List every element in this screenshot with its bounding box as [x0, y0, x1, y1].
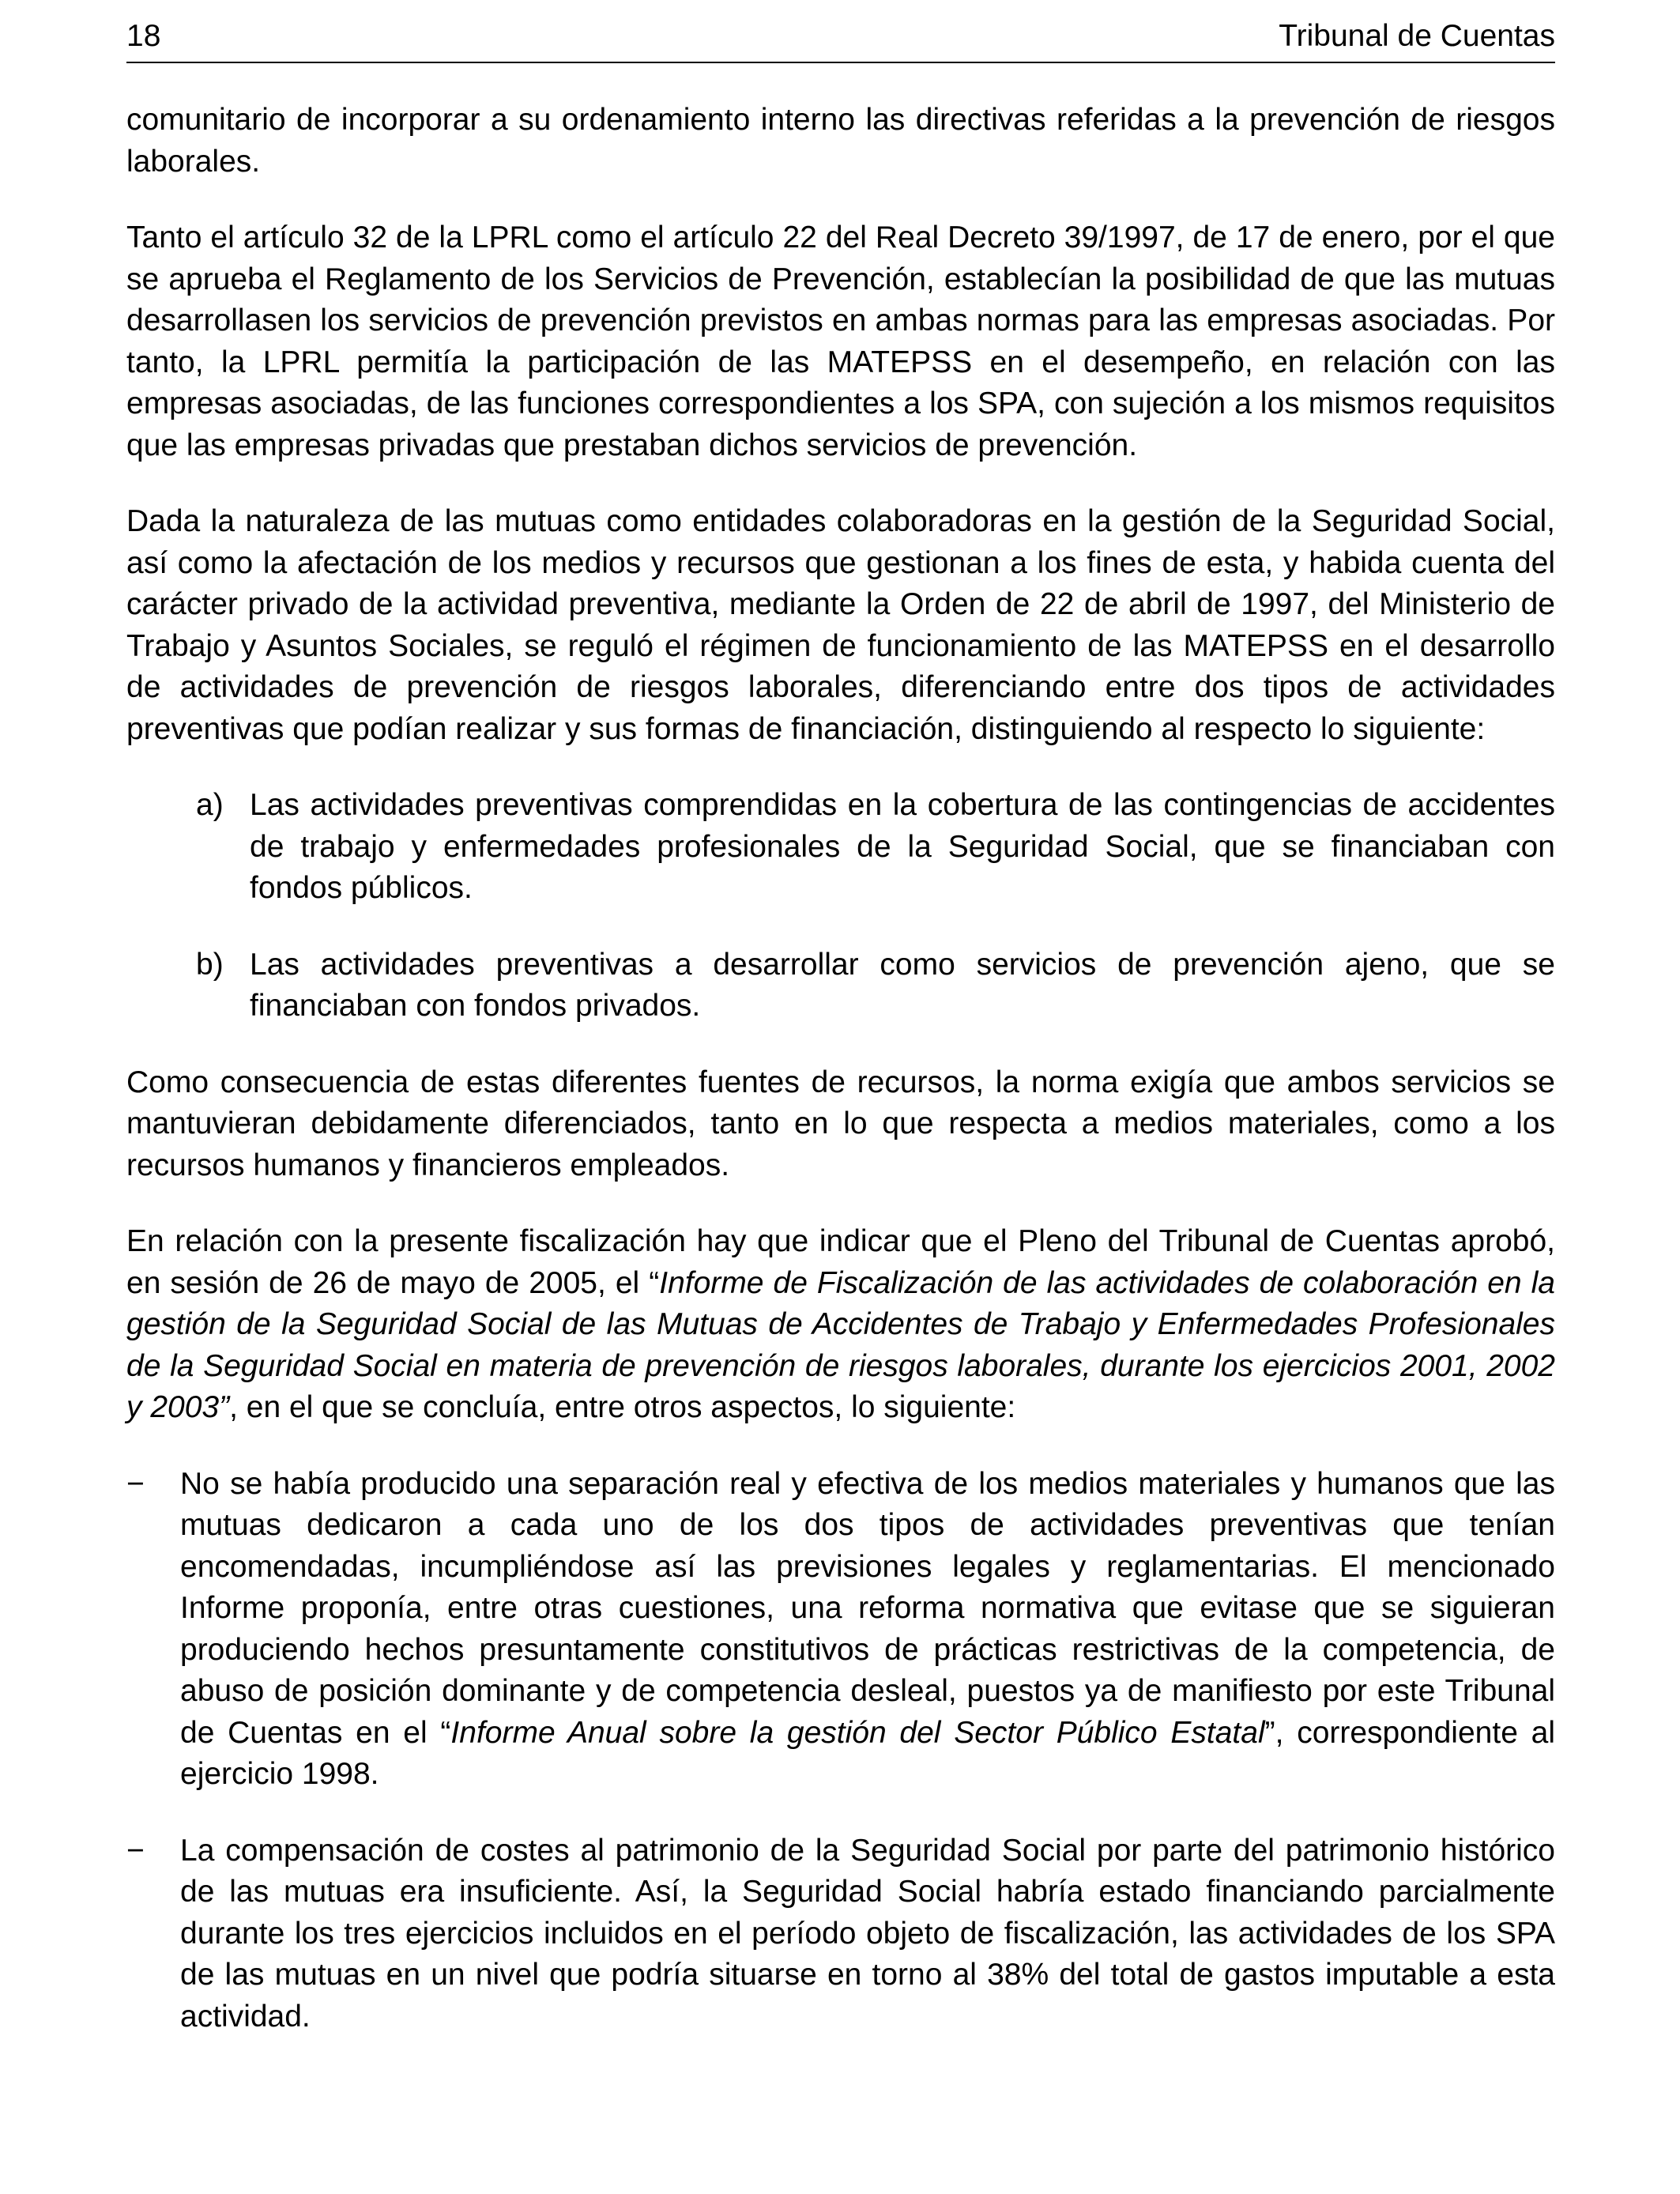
- page-body: [126, 100, 1555, 2038]
- paragraph-5: [126, 1221, 1555, 1429]
- list-item: [126, 944, 1555, 1027]
- list-item-text-end: ”, correspondiente al ejercicio 1998.: [180, 1715, 1555, 1791]
- annual-report-title: Informe Anual sobre la gestión del Sector Público Estatal: [450, 1715, 1265, 1750]
- paragraph-5-start: En relación con la presente fiscalización hay que indicar que el Pleno del Tribunal de Cuentas aprobó, en sesión de 26 de mayo de 2005, el “: [126, 1224, 1555, 1300]
- list-marker: −: [126, 1833, 145, 1868]
- list-item-text: La compensación de costes al patrimonio de la Seguridad Social por parte del patrimonio histórico de las mutuas era insuficiente. Así, la Seguridad Social habría estado financiando parcialmente durante los tres ejercicios incluidos en el período objeto de fiscalización, las actividades de los SPA de las mutuas en un nivel que podría situarse en torno al 38% del total de gastos imputable a esta actividad.: [180, 1833, 1555, 2034]
- list-marker: −: [126, 1466, 145, 1501]
- alpha-list: [126, 785, 1555, 1027]
- list-marker: a): [196, 788, 224, 822]
- document-page: [126, 16, 1555, 2072]
- dash-list: [126, 1464, 1555, 2038]
- list-item: [126, 785, 1555, 910]
- list-item: [126, 1830, 1555, 2038]
- paragraph-4: Como consecuencia de estas diferentes fuentes de recursos, la norma exigía que ambos servicios se mantuvieran debidamente diferenciados, tanto en lo que respecta a medios materiales, como a los recursos humanos y financieros empleados.: [126, 1065, 1555, 1182]
- header-title: Tribunal de Cuentas: [1279, 19, 1555, 53]
- list-item-text: Las actividades preventivas a desarrollar como servicios de prevención ajeno, que se financiaban con fondos privados.: [250, 947, 1555, 1023]
- report-title: Informe de Fiscalización de las actividades de colaboración en la gestión de la Seguridad Social de las Mutuas de Accidentes de Trabajo y Enfermedades Profesionales de la Seguridad Social en materia de prevención de riesgos laborales, durante los ejercicios 2001, 2002 y 2003”: [126, 1265, 1555, 1424]
- paragraph-5-end: , en el que se concluía, entre otros aspectos, lo siguiente:: [229, 1390, 1016, 1424]
- paragraph-1: comunitario de incorporar a su ordenamiento interno las directivas referidas a la prevención de riesgos laborales.: [126, 103, 1555, 179]
- page-number: 18: [126, 19, 161, 53]
- paragraph-3: Dada la naturaleza de las mutuas como entidades colaboradoras en la gestión de la Seguridad Social, así como la afectación de los medios y recursos que gestionan a los fines de esta, y habida cuenta del carácter privado de la actividad preventiva, mediante la Orden de 22 de abril de 1997, del Ministerio de Trabajo y Asuntos Sociales, se reguló el régimen de funcionamiento de las MATEPSS en el desarrollo de actividades de prevención de riesgos laborales, diferenciando entre dos tipos de actividades preventivas que podían realizar y sus formas de financiación, distinguiendo al respecto lo siguiente:: [126, 504, 1555, 746]
- list-item-text: [180, 1467, 1555, 1792]
- list-marker: b): [196, 947, 224, 982]
- page-header: [126, 16, 1555, 63]
- paragraph-2: Tanto el artículo 32 de la LPRL como el artículo 22 del Real Decreto 39/1997, de 17 de enero, por el que se aprueba el Reglamento de los Servicios de Prevención, establecían la posibilidad de que las mutuas desarrollasen los servicios de prevención previstos en ambas normas para las empresas asociadas. Por tanto, la LPRL permitía la participación de las MATEPSS en el desempeño, en relación con las empresas asociadas, de las funciones correspondientes a los SPA, con sujeción a los mismos requisitos que las empresas privadas que prestaban dichos servicios de prevención.: [126, 221, 1555, 462]
- list-item: [126, 1464, 1555, 1796]
- list-item-text-start: No se había producido una separación real y efectiva de los medios materiales y humanos que las mutuas dedicaron a cada uno de los dos tipos de actividades preventivas que tenían encomendadas, incumpliéndose así las previsiones legales y reglamentarias. El mencionado Informe proponía, entre otras cuestiones, una reforma normativa que evitase que se siguieran produciendo hechos presuntamente constitutivos de prácticas restrictivas de la competencia, de abuso de posición dominante y de competencia desleal, puestos ya de manifiesto por este Tribunal de Cuentas en el “: [180, 1466, 1555, 1750]
- list-item-text: Las actividades preventivas comprendidas en la cobertura de las contingencias de accidentes de trabajo y enfermedades profesionales de la Seguridad Social, que se financiaban con fondos públicos.: [250, 788, 1555, 905]
